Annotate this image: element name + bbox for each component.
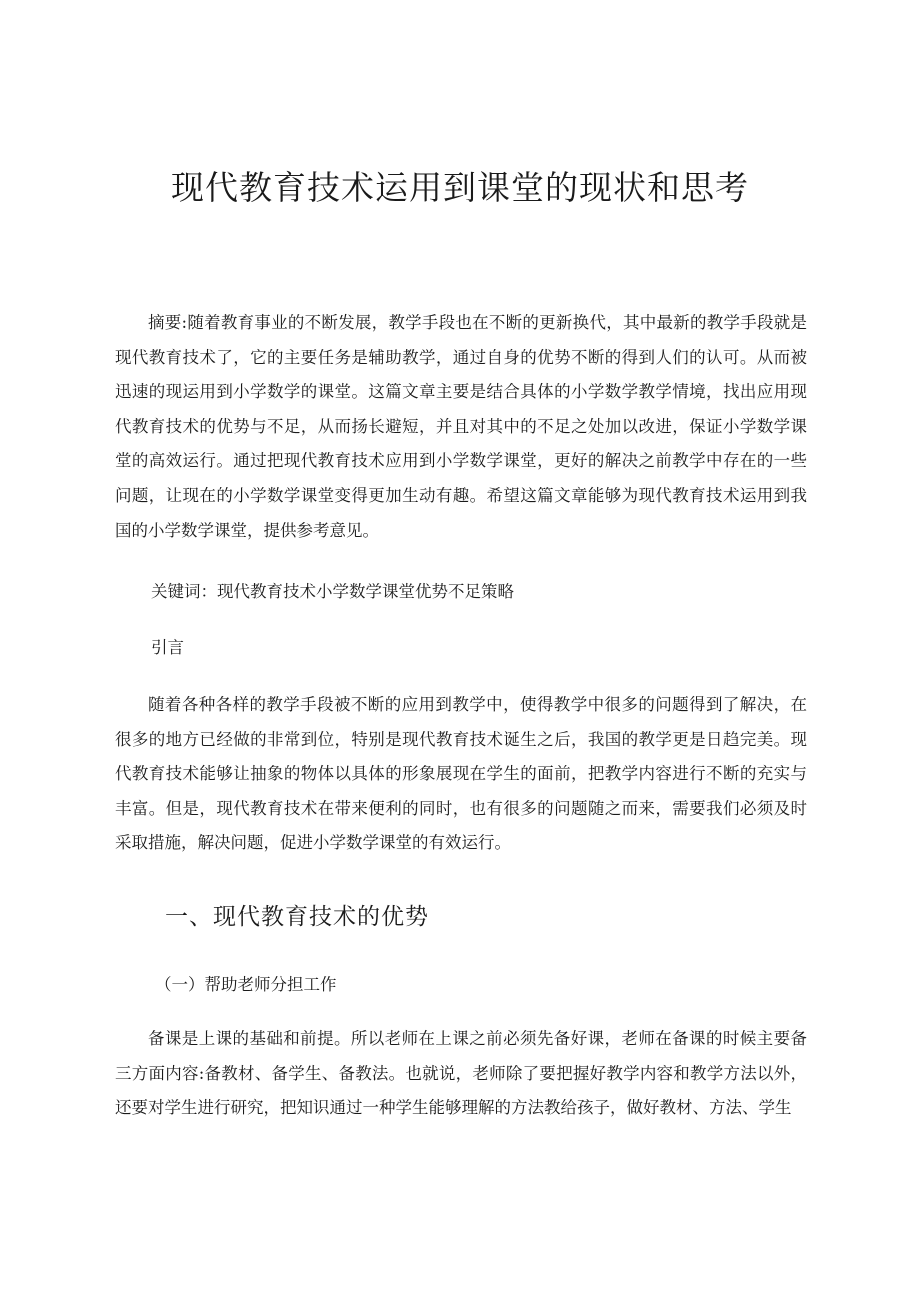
intro-heading: 引言 xyxy=(151,638,184,657)
intro-paragraph: 随着各种各样的教学手段被不断的应用到教学中，使得教学中很多的问题得到了解决，在很多的地方已经做的非常到位，特别是现代教育技术诞生之后，我国的教学更是日趋完美。现代教育技术能够让抽象的物体以具体的形象展现在学生的面前，把教学内容进行不断的充实与丰富。但是，现代教育技术在带来便利的同时，也有很多的问题随之而来，需要我们必须及时采取措施，解决问题，促进小学数学课堂的有效运行。 xyxy=(115,695,807,853)
subsection-paragraph: 备课是上课的基础和前提。所以老师在上课之前必须先备好课，老师在备课的时候主要备三方面内容:备教材、备学生、备教法。也就说，老师除了要把握好教学内容和教学方法以外，还要对学生进行研究，把知识通过一种学生能够理解的方法教给孩子，做好教材、方法、学生 xyxy=(115,1029,807,1118)
subsection-heading: （一）帮助老师分担工作 xyxy=(155,975,337,994)
document-title: 现代教育技术运用到课堂的现状和思考 xyxy=(171,168,749,207)
abstract-paragraph: 摘要:随着教育事业的不断发展，教学手段也在不断的更新换代，其中最新的教学手段就是现代教育技术了，它的主要任务是辅助教学，通过自身的优势不断的得到人们的认可。从而被迅速的现运用到小学数学的课堂。这篇文章主要是结合具体的小学数学教学情境，找出应用现代教育技术的优势与不足，从而扬长避短，并且对其中的不足之处加以改进，保证小学数学课堂的高效运行。通过把现代教育技术应用到小学数学课堂，更好的解决之前教学中存在的一些问题，让现在的小学数学课堂变得更加生动有趣。希望这篇文章能够为现代教育技术运用到我国的小学数学课堂，提供参考意见。 xyxy=(115,313,807,540)
section-heading: 一、现代教育技术的优势 xyxy=(165,904,429,930)
keywords-line: 关键词：现代教育技术小学数学课堂优势不足策略 xyxy=(151,582,514,601)
